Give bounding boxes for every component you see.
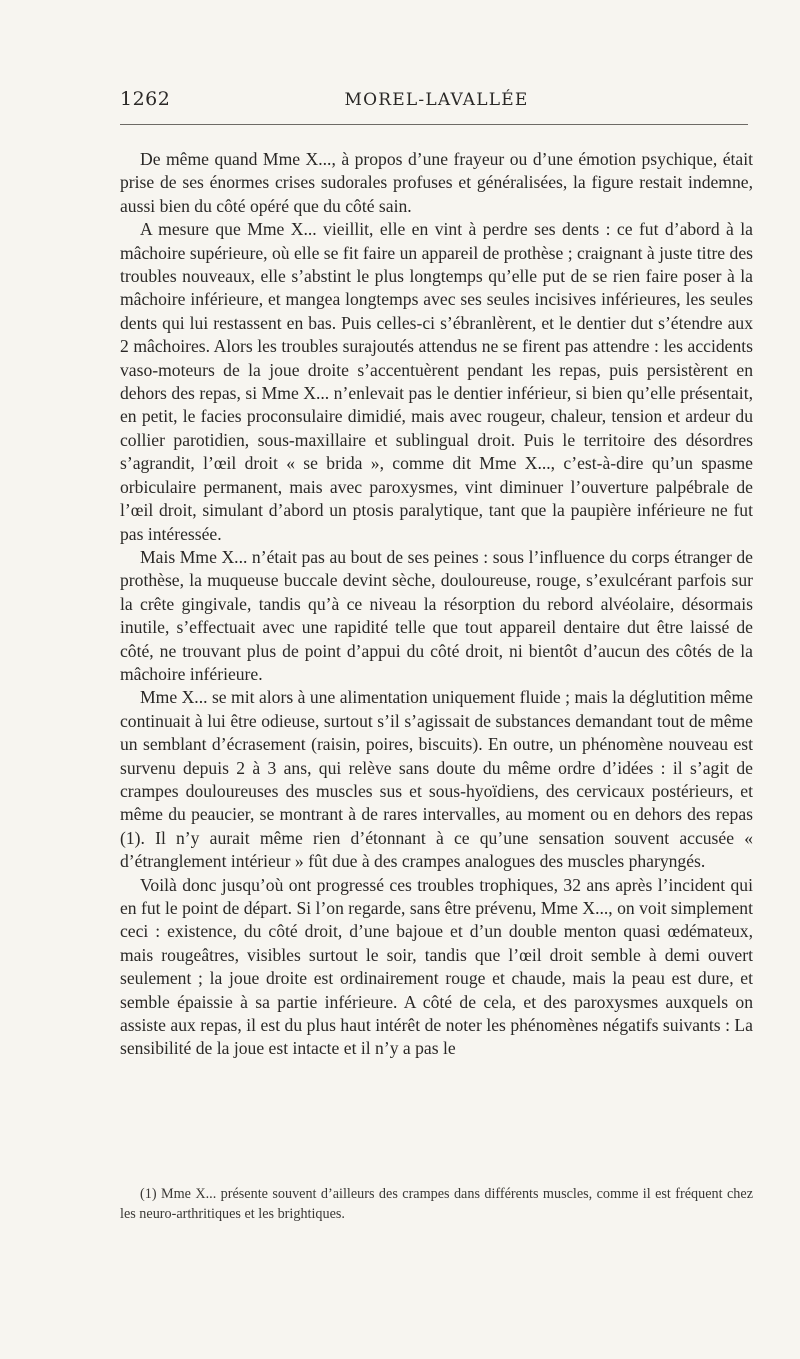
main-text <box>120 148 753 1061</box>
header-rule <box>120 124 748 125</box>
paragraph-4: Mme X... se mit alors à une alimentation uniquement fluide ; mais la déglutition même continuait à lui être odieuse, surtout s’il s’agissait de substances demandant tout de même un semblant d’écrasement (raisin, poires, biscuits). En outre, un phénomène nouveau est survenu depuis 2 à 3 ans, qui relève sans doute du même ordre d’idées : il s’agit de crampes douloureuses des muscles sus et sous-hyoïdiens, des cervicaux postérieurs, et même du peaucier, se montrant à de rares intervalles, au moment ou en dehors des repas (1). Il n’y aurait même rien d’étonnant à ce qu’une sensation souvent accusée « d’étranglement intérieur » fût due à des crampes analogues des muscles pharyngés. <box>120 687 753 872</box>
page-header <box>120 88 753 116</box>
paragraph-3: Mais Mme X... n’était pas au bout de ses peines : sous l’influence du corps étranger de prothèse, la muqueuse buccale devint sèche, douloureuse, rouge, s’exulcérant parfois sur la crête gingivale, tandis qu’à ce niveau la résorption du rebord alvéolaire, désormais inutile, s’effectuait avec une rapidité telle que tout appareil dentaire dut être laissé de côté, ne trouvant plus de point d’appui du côté droit, ni bientôt d’aucun des côtés de la mâchoire inférieure. <box>120 546 753 684</box>
paragraph-5: Voilà donc jusqu’où ont progressé ces troubles trophiques, 32 ans après l’incident qui en fut le point de départ. Si l’on regarde, sans être prévenu, Mme X..., on voit simplement ceci : existence, du côté droit, d’une bajoue et d’un double menton quasi œdémateux, mais rougeâtres, visibles surtout le soir, tandis que l’œil droit semble à demi ouvert seulement ; la joue droite est ordinairement rouge et chaude, mais la peau est dure, et semble épaissie à sa partie inférieure. A côté de cela, et des paroxysmes auxquels on assiste aux repas, il est du plus haut intérêt de noter les phénomènes négatifs suivants : La sensibilité de la joue est intacte et il n’y a pas le <box>120 874 753 1059</box>
page-number: 1262 <box>120 88 171 110</box>
paragraph-2: A mesure que Mme X... vieillit, elle en vint à perdre ses dents : ce fut d’abord à la mâchoire supérieure, où elle se fit faire un appareil de prothèse ; craignant à juste titre des troubles nouveaux, elle s’abstint le plus longtemps qu’elle put de se rien faire poser à la mâchoire inférieure, et mangea longtemps avec ses seules incisives inférieures, les seules dents qui lui restassent en bas. Puis celles-ci s’ébranlèrent, et le dentier dut s’étendre aux 2 mâchoires. Alors les troubles surajoutés attendus ne se firent pas attendre : les accidents vaso-moteurs de la joue droite s’accentuèrent pendant les repas, puis persistèrent en dehors des repas, si Mme X... n’enlevait pas le dentier inférieur, si bien qu’elle présentait, en petit, le facies proconsulaire dimidié, mais avec rougeur, chaleur, tension et ardeur du collier parotidien, sous-maxillaire et sublingual droit. Puis le territoire des désordres s’agrandit, l’œil droit « se brida », comme dit Mme X..., c’est-à-dire qu’un spasme orbiculaire permanent, mais avec paroxysmes, vint diminuer l’ouverture palpébrale de l’œil droit, simulant d’abord un ptosis paralytique, tant que la paupière inférieure ne fut pas intéressée. <box>120 219 753 544</box>
footnote-text: (1) Mme X... présente souvent d’ailleurs des crampes dans différents muscles, comme il est fréquent chez les neuro-arthritiques et les brightiques. <box>120 1186 753 1222</box>
footnote <box>120 1185 753 1224</box>
running-head: MOREL-LAVALLÉE <box>344 90 529 110</box>
paragraph-1: De même quand Mme X..., à propos d’une frayeur ou d’une émotion psychique, était prise de ses énormes crises sudorales profuses et généralisées, la figure restait indemne, aussi bien du côté opéré que du côté sain. <box>120 149 753 216</box>
